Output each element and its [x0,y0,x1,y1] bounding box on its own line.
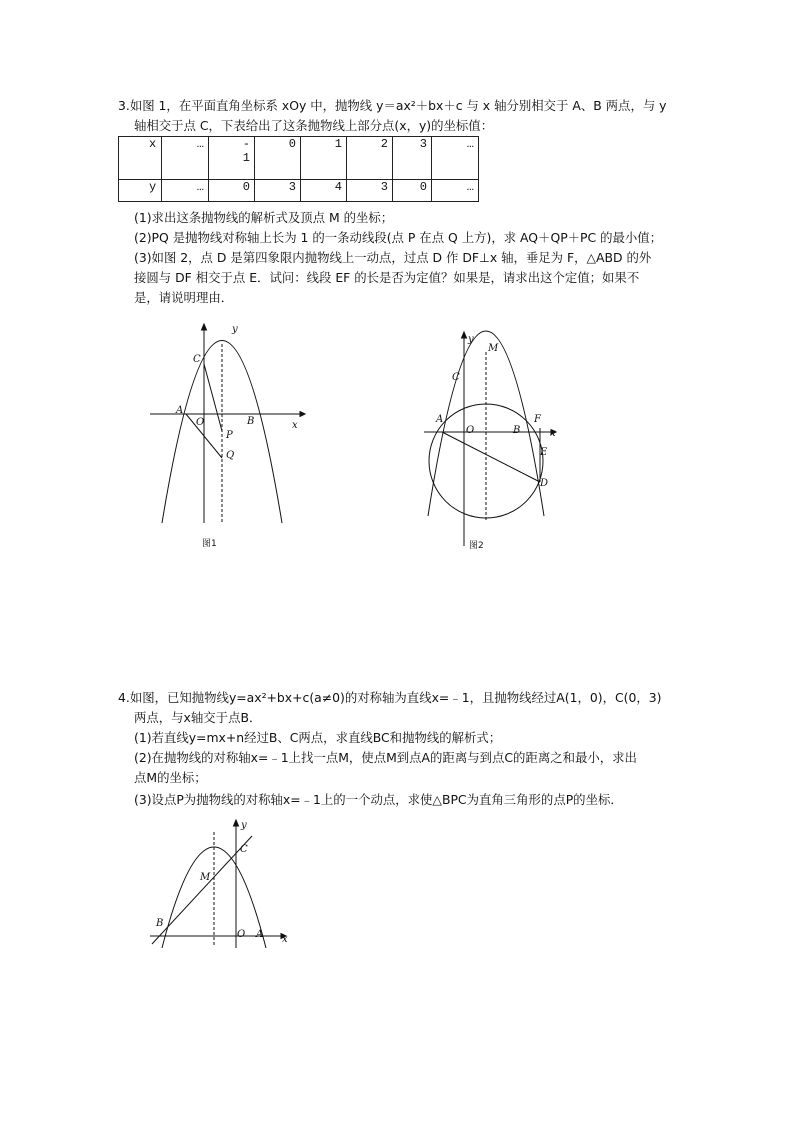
label-a: A [176,405,184,416]
table-cell: … [432,137,479,180]
q3-sub3-line3: 是，请说明理由． [134,290,234,305]
label-y: y [241,820,247,831]
table-cell: 3 [255,180,301,202]
table-cell: … [432,180,479,202]
label-x: x [550,428,556,439]
table-cell: … [162,137,209,180]
circumcircle-abd [429,404,543,518]
label-x: x [292,420,298,431]
table-cell: 3 [393,137,432,180]
segment-ad [442,432,540,482]
table-cell: x [119,137,162,180]
q3-sub1: (1)求出这条抛物线的解析式及顶点 M 的坐标； [134,210,394,225]
label-b: B [156,918,164,929]
table-cell: 4 [301,180,347,202]
label-o: O [237,929,246,940]
label-e: E [540,447,548,458]
figure-caption: 图1 [202,539,217,549]
label-m: M [200,872,211,883]
q4-sub1: (1)若直线y=mx+n经过B、C两点，求直线BC和抛物线的解析式； [134,730,502,745]
label-o: O [466,425,475,436]
table-cell-one: 1 [242,151,250,165]
label-y: y [468,334,474,345]
y-axis-arrow-icon [234,820,239,826]
q3-sub3-line2: 接圆与 DF 相交于点 E．试问：线段 EF 的长是否为定值？如果是，请求出这个定值；如果不 [134,270,640,285]
label-a: A [256,929,264,940]
table-row-x [119,137,479,180]
label-f: F [534,414,541,425]
table-cell: 0 [255,137,301,180]
q3-value-table [118,136,479,202]
label-q: Q [226,450,235,461]
label-d: D [540,478,549,489]
q4-sub2-line1: (2)在抛物线的对称轴x=﹣1上找一点M，使点M到点A的距离与到点C的距离之和最小，求出 [134,750,637,765]
q4-sub3: (3)设点P为抛物线的对称轴x=﹣1上的一个动点，求使△BPC为直角三角形的点P的坐标． [134,792,623,807]
q3-figure-2 [416,326,576,554]
label-c: C [193,354,201,365]
y-axis-arrow-icon [462,332,467,338]
x-axis-arrow-icon [300,412,305,417]
label-b: B [513,425,521,436]
figure-caption: 图2 [469,541,484,551]
q4-figure [144,816,304,950]
q3-sub3-line1: (3)如图 2，点 D 是第四象限内抛物线上一动点，过点 D 作 DF⊥x 轴，垂足为 F，△ABD 的外 [134,250,652,265]
segment-cp [204,364,222,431]
q3-figure-1 [140,318,320,558]
q3-stem-line2: 轴相交于点 C，下表给出了这条抛物线上部分点(x，y)的坐标值： [134,118,494,133]
table-cell: 3 [347,180,393,202]
label-m: M [488,343,499,354]
q4-stem-line2: 两点，与x轴交于点B． [134,710,262,725]
label-c: C [240,844,248,855]
table-cell: 2 [347,137,393,180]
q3-sub2: (2)PQ 是抛物线对称轴上长为 1 的一条动线段(点 P 在点 Q 上方)，求 AQ＋QP＋PC 的最小值； [134,230,663,245]
q4-stem-line1: 4.如图，已知抛物线y=ax²+bx+c(a≠0)的对称轴为直线x=﹣1，且抛物线经过A(1，0)，C(0，3) [118,690,662,705]
y-axis-arrow-icon [202,324,207,330]
table-cell-minus: - [242,137,250,151]
label-p: P [226,430,233,441]
label-y: y [232,324,238,335]
label-o: O [196,417,205,428]
table-cell [209,137,255,180]
table-cell: y [119,180,162,202]
label-a: A [436,414,444,425]
table-cell: 0 [393,180,432,202]
table-cell: … [162,180,209,202]
table-cell: 0 [209,180,255,202]
label-c: C [452,372,460,383]
label-x: x [282,934,288,945]
table-cell: 1 [301,137,347,180]
label-b: B [247,416,255,427]
q3-stem-line1: 3.如图 1，在平面直角坐标系 xOy 中，抛物线 y＝ax²＋bx＋c 与 x 轴分别相交于 A、B 两点，与 y [118,98,667,113]
table-row-y [119,180,479,202]
q4-sub2-line2: 点M的坐标； [134,770,207,785]
